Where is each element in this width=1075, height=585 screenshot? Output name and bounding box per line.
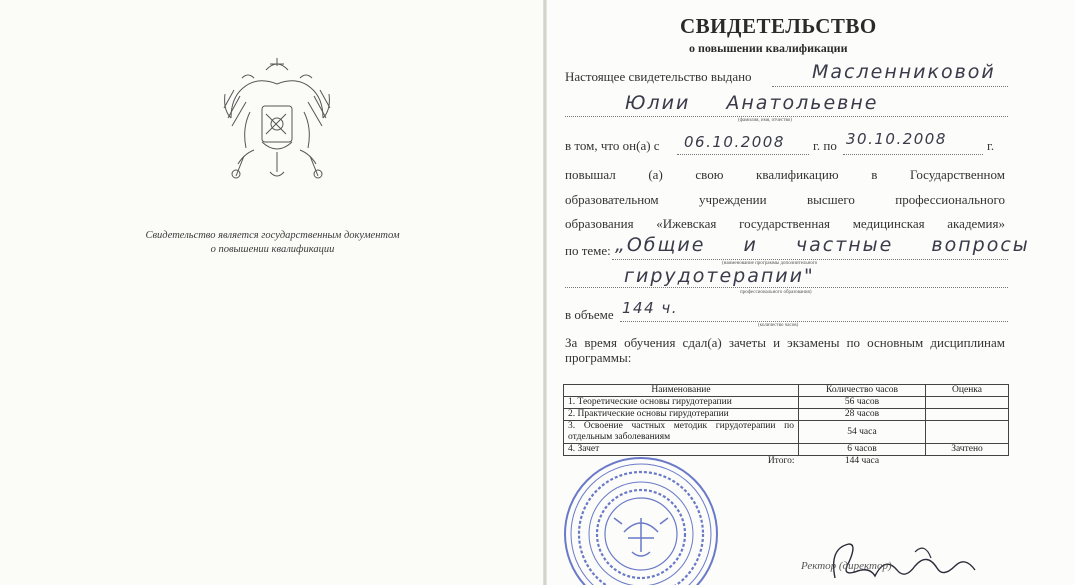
table-row — [564, 421, 1009, 444]
total-label: Итого: — [564, 456, 799, 468]
official-stamp — [562, 452, 720, 585]
table-row — [564, 397, 1009, 409]
caption-line-1: Свидетельство является государственным документом — [145, 230, 400, 241]
topic-hint-1: (наименование программы дополнительного — [722, 261, 818, 266]
exams-line-1: За время обучения сдал(а) зачеты и экзамены по основным дисциплинам — [565, 335, 1005, 350]
certificate-title: СВИДЕТЕЛЬСТВО — [680, 14, 877, 38]
course-grade — [926, 421, 1009, 444]
date-from: 06.10.2008 — [684, 133, 785, 151]
total-value: 144 часа — [799, 456, 926, 468]
surname-line — [772, 86, 1008, 87]
header-name: Наименование — [564, 385, 799, 397]
course-hours: 6 часов — [799, 444, 926, 456]
course-name: 1. Теоретические основы гирудотерапии — [564, 397, 799, 409]
period-mid: г. по — [813, 138, 837, 153]
body-line-1: повышал (а) свою квалификацию в Государственном — [565, 167, 1005, 182]
left-page-caption — [95, 229, 450, 257]
course-name: 4. Зачет — [564, 444, 799, 456]
total-empty — [926, 456, 1009, 468]
topic-label: по теме: — [565, 243, 611, 258]
course-name: 3. Освоение частных методик гирудотерапии по отдельным заболеваниям — [564, 421, 799, 444]
rector-label: Ректор (директор) — [801, 560, 892, 572]
table-row — [564, 409, 1009, 421]
volume-value: 144 ч. — [622, 299, 679, 317]
name-hint: (фамилия, имя, отчество) — [738, 118, 792, 123]
date-from-line — [677, 154, 809, 155]
course-hours: 28 часов — [799, 409, 926, 421]
topic-line-1-rule — [612, 259, 1008, 260]
course-hours: 54 часа — [799, 421, 926, 444]
caption-line-2: о повышении квалификации — [210, 244, 335, 255]
body-line-2: образовательном учреждении высшего профессионального — [565, 192, 1005, 207]
course-hours: 56 часов — [799, 397, 926, 409]
topic-line-1: „Общие и частные вопросы — [615, 234, 1030, 256]
course-name: 2. Практические основы гирудотерапии — [564, 409, 799, 421]
header-grade: Оценка — [926, 385, 1009, 397]
header-hours: Количество часов — [799, 385, 926, 397]
topic-line-2-rule — [565, 287, 1008, 288]
page-fold — [543, 0, 547, 585]
volume-line — [620, 321, 1008, 322]
course-grade — [926, 397, 1009, 409]
topic-line-2: гирудотерапии" — [624, 265, 815, 287]
date-to-line — [843, 154, 983, 155]
volume-hint: (количество часов) — [758, 323, 799, 328]
date-to: 30.10.2008 — [846, 130, 947, 148]
coat-of-arms-emblem — [214, 56, 340, 184]
course-grade — [926, 409, 1009, 421]
exams-line-2: программы: — [565, 350, 632, 365]
recipient-given-names: Юлии Анатольевне — [625, 92, 879, 114]
volume-label: в объеме — [565, 307, 614, 322]
issued-label: Настоящее свидетельство выдано — [565, 69, 752, 84]
given-names-line — [565, 116, 1008, 117]
course-grade: Зачтено — [926, 444, 1009, 456]
topic-hint-2: профессионального образования) — [740, 290, 812, 295]
body-line-3: образования «Ижевская государственная медицинская академия» — [565, 216, 1005, 231]
recipient-surname: Масленниковой — [812, 61, 996, 83]
period-end: г. — [987, 138, 995, 153]
period-prefix: в том, что он(а) с — [565, 138, 660, 153]
table-header-row — [564, 385, 1009, 397]
certificate-subtitle: о повышении квалификации — [689, 41, 848, 55]
